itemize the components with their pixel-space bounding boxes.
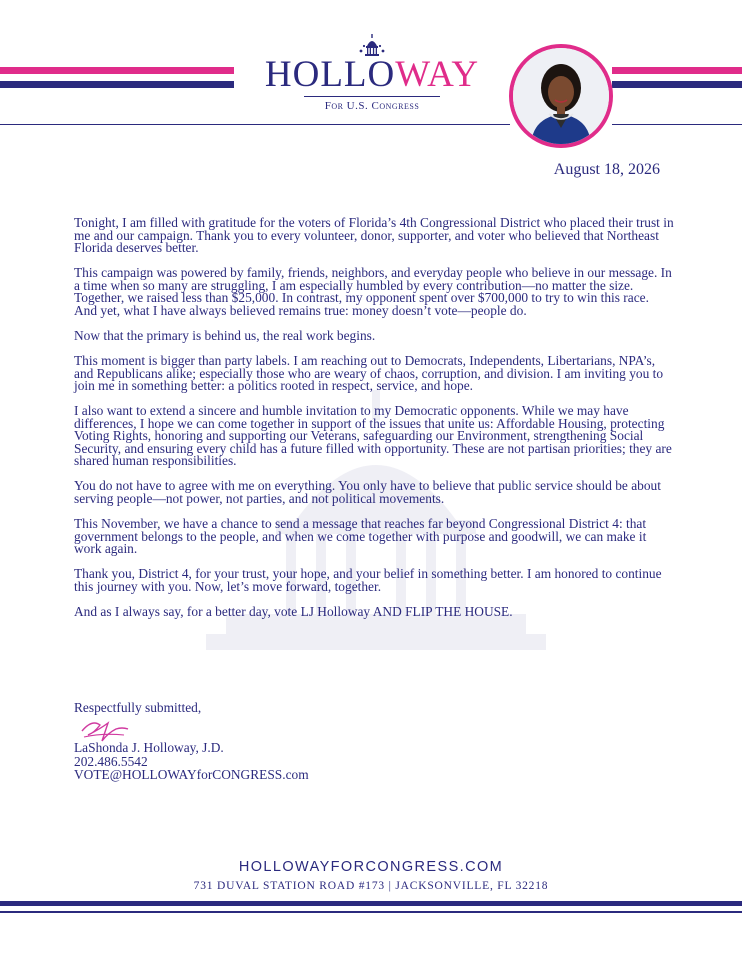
letter-paragraph: This campaign was powered by family, friends, neighbors, and everyday people who believe in our message. In a time when so many are struggling, I am especially humbled by every contribution—no matter the size. Together, we raised less than $25,000. In contrast, my opponent spent over $700,000 to try to win this race. And yet, what I have always believed remains true: money doesn’t vote—people do. — [74, 265, 672, 318]
candidate-photo — [509, 44, 613, 148]
header-stripe-navy-right — [612, 81, 742, 88]
header-stripe-navy-left — [0, 81, 234, 88]
footer-stripe-thin — [0, 911, 742, 913]
letter-paragraph: Now that the primary is behind us, the real work begins. — [74, 327, 376, 343]
header-rule-left — [0, 124, 510, 125]
letter-date: August 18, 2026 — [553, 161, 660, 178]
letter-body — [74, 217, 674, 631]
letter-paragraph: Thank you, District 4, for your trust, your hope, and your belief in something better. I am honored to continue this journey with you. Now, let’s move forward, together. — [74, 566, 662, 594]
logo-rule — [304, 96, 440, 97]
logo-name-accent: WAY — [395, 54, 480, 95]
header-stripe-pink-left — [0, 67, 234, 74]
letter-paragraph: And as I always say, for a better day, vote LJ Holloway AND FLIP THE HOUSE. — [74, 603, 513, 619]
logo-subtitle: For U.S. Congress — [324, 100, 420, 112]
letter-paragraph: This moment is bigger than party labels. I am reaching out to Democrats, Independents, Libertarians, NPA’s, and Republicans alike; especially those who are weary of chaos, corruption, and division. I am inviting you to join me in something better: a politics rooted in respect, service, and hope. — [74, 352, 664, 394]
signer-phone: 202.486.5542 — [74, 753, 148, 769]
letter-paragraph: I also want to extend a sincere and humble invitation to my Democratic opponents. While we may have differences, I hope we can come together in support of the issues that unite us: Affordable Housing, protecting Voting Rights, honoring and supporting our Veterans, safeguarding our Environment, strengthening Social Security, and ensuring every child has a future filled with opportunity. These are not partisan priorities; they are shared human responsibilities. — [74, 403, 672, 469]
logo-name-primary: HOLLO — [264, 54, 396, 95]
candidate-portrait-image — [513, 48, 609, 144]
letter-closing: Respectfully submitted, — [74, 700, 202, 715]
footer-address: 731 DUVAL STATION ROAD #173 | JACKSONVILLE, FL 32218 — [193, 880, 549, 892]
signer-email[interactable]: VOTE@HOLLOWAYforCONGRESS.com — [74, 767, 309, 783]
header-stripe-pink-right — [612, 67, 742, 74]
footer-website-link[interactable]: HOLLOWAYFORCONGRESS.COM — [238, 859, 504, 875]
logo-wordmark — [262, 56, 482, 93]
footer-stripe-navy — [0, 901, 742, 906]
signature-block — [74, 741, 309, 782]
letter-paragraph: This November, we have a chance to send a message that reaches far beyond Congressional District 4: that government belongs to the people, and when we come together with purpose and goodwill, we can make it work again. — [74, 516, 647, 557]
letter-paragraph: You do not have to agree with me on everything. You only have to believe that public service should be about serving people—not power, not parties, and not political movements. — [74, 478, 661, 507]
letter-paragraph: Tonight, I am filled with gratitude for the voters of Florida’s 4th Congressional District who placed their trust in me and our campaign. Thank you to every volunteer, donor, supporter, and voter who believed that Northeast Florida deserves better. — [74, 215, 674, 256]
header-rule-right — [612, 124, 742, 125]
signer-name: LaShonda J. Holloway, J.D. — [74, 740, 224, 755]
